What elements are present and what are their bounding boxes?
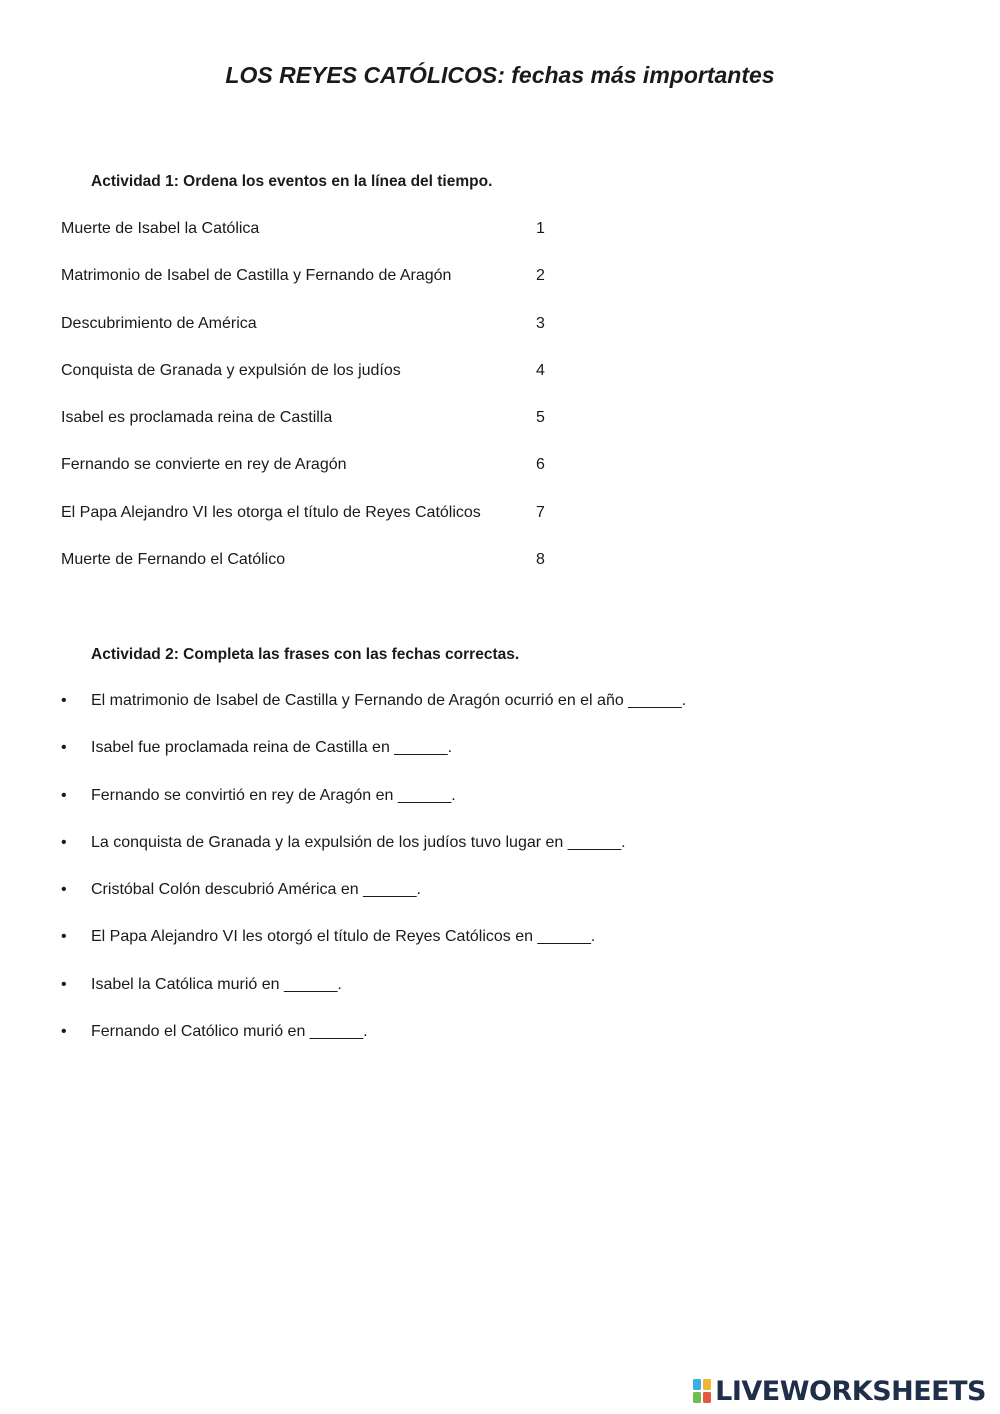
- event-number: 3: [536, 314, 545, 332]
- event-row[interactable]: [61, 551, 621, 598]
- event-row[interactable]: [61, 267, 621, 314]
- event-list: [61, 220, 621, 598]
- liveworksheets-logo-icon: [692, 1378, 712, 1404]
- brand-wordmark: LIVEWORKSHEETS: [715, 1375, 986, 1407]
- activity-2-heading: Actividad 2: Completa las frases con las fechas correctas.: [91, 646, 520, 663]
- event-row[interactable]: [61, 220, 621, 267]
- event-number: 7: [536, 503, 545, 521]
- event-row[interactable]: [61, 362, 621, 409]
- event-number: 4: [536, 361, 545, 379]
- sentence-text: El matrimonio de Isabel de Castilla y Fernando de Aragón ocurrió en el año ______.: [91, 692, 687, 709]
- bullet-icon: •: [61, 692, 67, 709]
- sentence-text: Fernando el Católico murió en ______.: [91, 1023, 368, 1041]
- bullet-icon: •: [61, 739, 67, 757]
- bullet-icon: •: [61, 786, 67, 804]
- event-text: Muerte de Fernando el Católico: [61, 551, 286, 569]
- event-number: 1: [536, 220, 545, 237]
- bullet-icon: •: [61, 1023, 67, 1041]
- event-text: Conquista de Granada y expulsión de los judíos: [61, 361, 401, 379]
- event-number: 6: [536, 456, 545, 474]
- sentence-list: [61, 692, 861, 1070]
- event-text: Matrimonio de Isabel de Castilla y Fernando de Aragón: [61, 267, 452, 285]
- activity-1-heading: Actividad 1: Ordena los eventos en la línea del tiempo.: [91, 173, 493, 190]
- event-row[interactable]: [61, 315, 621, 362]
- event-row[interactable]: [61, 456, 621, 503]
- page-title: LOS REYES CATÓLICOS: fechas más importantes: [225, 62, 775, 88]
- bullet-icon: •: [61, 975, 67, 993]
- sentence-text: Isabel fue proclamada reina de Castilla en ______.: [91, 739, 453, 757]
- sentence-item[interactable]: [61, 834, 861, 881]
- event-text: Isabel es proclamada reina de Castilla: [61, 409, 333, 427]
- sentence-item[interactable]: [61, 928, 861, 975]
- sentence-item[interactable]: [61, 976, 861, 1023]
- sentence-item[interactable]: [61, 739, 861, 786]
- sentence-text: Fernando se convirtió en rey de Aragón en ______.: [91, 786, 456, 804]
- event-row[interactable]: [61, 409, 621, 456]
- sentence-item[interactable]: [61, 787, 861, 834]
- sentence-text: La conquista de Granada y la expulsión de los judíos tuvo lugar en ______.: [91, 833, 626, 851]
- bullet-icon: •: [61, 881, 67, 899]
- event-text: Descubrimiento de América: [61, 314, 257, 332]
- event-number: 8: [536, 551, 545, 569]
- sentence-item[interactable]: [61, 1023, 861, 1070]
- event-number: 5: [536, 409, 545, 427]
- bullet-icon: •: [61, 833, 67, 851]
- sentence-item[interactable]: [61, 881, 861, 928]
- sentence-item[interactable]: [61, 692, 861, 739]
- event-text: Fernando se convierte en rey de Aragón: [61, 456, 347, 474]
- sentence-text: Cristóbal Colón descubrió América en ______.: [91, 881, 421, 899]
- bullet-icon: •: [61, 928, 67, 946]
- event-text: El Papa Alejandro VI les otorga el título de Reyes Católicos: [61, 503, 481, 521]
- event-text: Muerte de Isabel la Católica: [61, 220, 260, 237]
- sentence-text: El Papa Alejandro VI les otorgó el título de Reyes Católicos en ______.: [91, 928, 596, 946]
- event-number: 2: [536, 267, 545, 285]
- event-row[interactable]: [61, 504, 621, 551]
- sentence-text: Isabel la Católica murió en ______.: [91, 975, 342, 993]
- liveworksheets-brand[interactable]: [692, 1376, 986, 1406]
